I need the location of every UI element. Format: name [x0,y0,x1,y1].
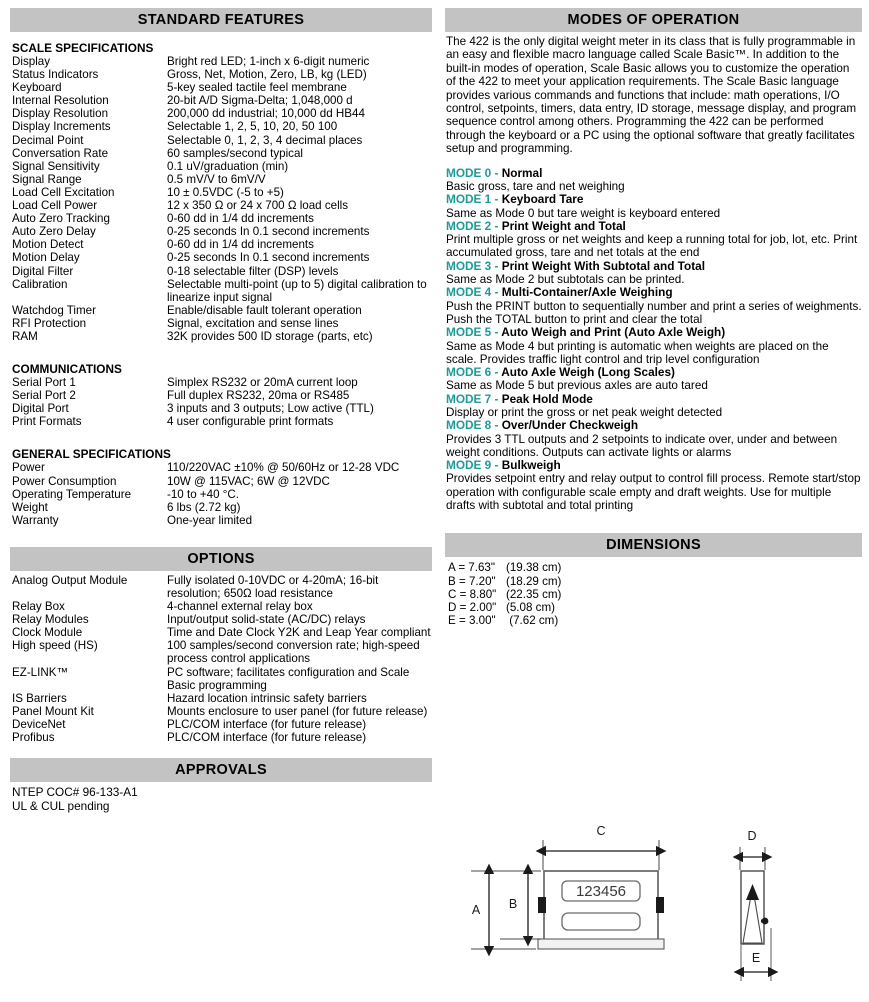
spec-value: 3 inputs and 3 outputs; Low active (TTL) [167,402,374,416]
dimension-row [448,601,869,614]
spec-label: Relay Box [12,600,65,614]
spec-value: Full duplex RS232, 20ma or RS485 [167,389,350,403]
spec-row [12,705,434,718]
spec-row [12,488,434,501]
dimension-metric: (5.08 cm) [506,600,555,614]
subsection-general-specifications: GENERAL SPECIFICATIONS [12,447,171,462]
spec-label: Print Formats [12,415,82,429]
mode-heading [446,459,862,472]
spec-label: Conversation Rate [12,146,109,160]
spec-label: Calibration [12,277,68,291]
dimension-code: A = 7.63" [448,561,495,575]
spec-value: Selectable multi-point (up to 5) digital calibration to linearize input signal [167,277,427,304]
mode-description: Provides setpoint entry and relay output to control fill process. Remote start/stop operation with configurable scale empty and draft weights. Use for multiple drafts with subtotal and total printing [446,472,861,513]
spec-label: Motion Detect [12,238,84,252]
dimension-metric: (18.29 cm) [506,574,562,588]
display-readout: 123456 [575,883,627,900]
approvals-list [12,786,440,813]
spec-row [12,68,434,81]
approval-item: NTEP COC# 96-133-A1 [12,785,138,800]
spec-label: Internal Resolution [12,94,109,108]
spec-row [12,731,434,744]
spec-value: 110/220VAC ±10% @ 50/60Hz or 12-28 VDC [167,461,400,475]
spec-value: 0.1 uV/graduation (min) [167,159,289,173]
spec-row [12,186,434,199]
mode-name: Normal [501,165,543,180]
spec-value: 100 samples/second conversion rate; high-speed process control applications [167,639,420,666]
spec-row [12,251,434,264]
mode-heading [446,286,862,299]
mode-heading [446,419,862,432]
mode-heading [446,393,862,406]
options-table [12,574,434,744]
mode-dash: - [491,192,502,207]
section-header-approvals: APPROVALS [10,758,432,782]
spec-label: EZ-LINK™ [12,665,69,679]
mode-name: Auto Weigh and Print (Auto Axle Weigh) [501,325,726,340]
mode-dash: - [491,418,502,433]
spec-row [12,278,434,304]
spec-value: Selectable 0, 1, 2, 3, 4 decimal places [167,133,363,147]
spec-value: 60 samples/second typical [167,146,303,160]
mode-name: Multi-Container/Axle Weighing [501,285,673,300]
spec-label: RAM [12,329,38,343]
mode-heading [446,326,862,339]
spec-label: Power [12,461,45,475]
spec-value: 12 x 350 Ω or 24 x 700 Ω load cells [167,199,349,213]
spec-label: Profibus [12,731,55,745]
spec-row [12,212,434,225]
subsection-communications: COMMUNICATIONS [12,362,122,377]
dimensions-list [448,561,869,627]
left-column [0,0,440,813]
spec-row [12,692,434,705]
spec-label: Auto Zero Tracking [12,212,110,226]
spec-row [12,160,434,173]
spec-row [12,265,434,278]
spec-value: PLC/COM interface (for future release) [167,717,367,731]
spec-value: Selectable 1, 2, 5, 10, 20, 50 100 [167,120,338,134]
spec-label: Signal Sensitivity [12,159,100,173]
mode-description: Same as Mode 0 but tare weight is keyboard entered [446,206,721,220]
mode-dash: - [491,391,502,406]
mode-dash: - [491,165,502,180]
approval-item: UL & CUL pending [12,798,110,813]
spec-row [12,330,434,343]
dimension-code: D = 2.00" [448,600,497,614]
mode-dash: - [491,325,502,340]
spec-label: Load Cell Power [12,199,98,213]
dimension-code: B = 7.20" [448,574,496,588]
mode-dash: - [491,285,502,300]
mode-description: Same as Mode 4 but printing is automatic when weights are placed on the scale. Provides traffic light control and trip level configuration [446,339,829,366]
spec-row [12,94,434,107]
spec-value: 200,000 dd industrial; 10,000 dd HB44 [167,107,365,121]
mode-dash: - [491,365,502,380]
spec-label: Panel Mount Kit [12,704,94,718]
spec-value: -10 to +40 °C. [167,487,239,501]
spec-label: Motion Delay [12,251,80,265]
spec-row [12,501,434,514]
drawing-svg [440,818,869,999]
mode-name: Over/Under Checkweigh [501,418,639,433]
spec-label: Warranty [12,513,59,527]
mode-description: Same as Mode 2 but subtotals can be printed. [446,273,685,287]
spec-value: Signal, excitation and sense lines [167,316,339,330]
spec-label: Auto Zero Delay [12,225,96,239]
spec-label: Display [12,55,51,68]
dim-label-d: D [747,829,757,843]
spec-row [12,718,434,731]
section-header-options: OPTIONS [10,547,432,571]
spec-value: Bright red LED; 1-inch x 6-digit numeric [167,55,370,68]
mode-name: Print Weight With Subtotal and Total [501,258,705,273]
spec-label: Signal Range [12,172,82,186]
mode-name: Keyboard Tare [501,192,584,207]
mode-heading [446,366,862,379]
spec-row [12,147,434,160]
spec-row [12,402,434,415]
mode-number: MODE 4 [446,285,492,300]
spec-value: Hazard location intrinsic safety barriers [167,691,367,705]
right-column [440,0,869,627]
spec-row [12,134,434,147]
mode-heading [446,260,862,273]
dimension-code: C = 8.80" [448,587,497,601]
mode-number: MODE 6 [446,365,492,380]
spec-row [12,317,434,330]
spec-row [12,415,434,428]
dimension-metric: (7.62 cm) [506,614,559,628]
mode-description: Same as Mode 5 but previous axles are auto tared [446,379,708,393]
spec-row [12,514,434,527]
spec-value: Simplex RS232 or 20mA current loop [167,376,358,390]
spec-row [12,107,434,120]
section-header-standard-features: STANDARD FEATURES [10,8,432,32]
spec-label: Power Consumption [12,474,117,488]
dimension-drawing [440,818,869,999]
section-header-dimensions: DIMENSIONS [445,533,862,557]
spec-label: Serial Port 2 [12,389,76,403]
mode-dash: - [491,258,502,273]
dim-label-a: A [471,903,481,917]
spec-row [12,238,434,251]
spec-label: Digital Filter [12,264,74,278]
spec-label: Relay Modules [12,613,89,627]
mode-heading [446,220,862,233]
spec-value: 0-25 seconds In 0.1 second increments [167,225,370,239]
spec-value: 10 ± 0.5VDC (-5 to +5) [167,185,284,199]
spec-row [12,574,434,600]
spec-label: Digital Port [12,402,69,416]
spec-label: Load Cell Excitation [12,185,115,199]
spec-value: Enable/disable fault tolerant operation [167,303,362,317]
spec-value: 0-60 dd in 1/4 dd increments [167,212,314,226]
dimension-metric: (22.35 cm) [506,587,562,601]
spec-row [12,304,434,317]
mode-number: MODE 1 [446,192,492,207]
spec-label: Analog Output Module [12,573,128,587]
dim-label-c: C [596,824,606,838]
spec-value: 20-bit A/D Sigma-Delta; 1,048,000 d [167,94,353,108]
spec-row [12,376,434,389]
mode-number: MODE 3 [446,258,492,273]
spec-value: 10W @ 115VAC; 6W @ 12VDC [167,474,330,488]
spec-value: 32K provides 500 ID storage (parts, etc) [167,329,373,343]
spec-label: Serial Port 1 [12,376,76,390]
dimension-row [448,614,869,627]
spec-value: Mounts enclosure to user panel (for future release) [167,704,428,718]
mode-name: Peak Hold Mode [501,391,593,406]
modes-intro-paragraph: The 422 is the only digital weight meter in its class that is fully programmable in an easy and flexible macro language called Scale Basic™. In addition to the built-in modes of operation, Scale Basic allows you to customize the operation of the 422 to meet your application requirements. The Scale Basic language provides various commands and functions that include: math operations, I/O control, setpoints, timers, data entry, ID storage, message display, and program sequence control among others. Programming the 422 can be performed through the keyboard or a PC using the optional software that greatly facilitates setup and programming. [446,35,857,156]
spec-label: Status Indicators [12,68,99,82]
spec-label: Clock Module [12,626,83,640]
mode-name: Print Weight and Total [501,218,626,233]
spec-label: Display Increments [12,120,111,134]
spec-value: One-year limited [167,513,253,527]
spec-row [12,475,434,488]
mode-heading [446,193,862,206]
mode-dash: - [491,218,502,233]
spec-row [12,199,434,212]
spec-label: DeviceNet [12,717,66,731]
dimension-row [448,588,869,601]
spec-label: IS Barriers [12,691,67,705]
spec-row [12,55,434,68]
mode-description: Push the PRINT button to sequentially number and print a series of weighments. Push the TOTAL button to print and clear the total [446,299,862,326]
spec-value: 4 user configurable print formats [167,415,334,429]
mode-name: Bulkweigh [501,458,561,473]
mode-number: MODE 9 [446,458,492,473]
spec-value: 0-25 seconds In 0.1 second increments [167,251,370,265]
communications-table [12,376,434,428]
spec-row [12,120,434,133]
spec-value: 0-60 dd in 1/4 dd increments [167,238,314,252]
spec-value: PC software; facilitates configuration and Scale Basic programming [167,665,410,692]
section-header-modes-of-operation: MODES OF OPERATION [445,8,862,32]
spec-label: Decimal Point [12,133,84,147]
mode-number: MODE 0 [446,165,492,180]
mode-description: Provides 3 TTL outputs and 2 setpoints to indicate over, under and between weight conditions. Outputs can activate lights or alarms [446,432,838,459]
spec-value: 0-18 selectable filter (DSP) levels [167,264,339,278]
spec-value: PLC/COM interface (for future release) [167,731,367,745]
spec-value: 6 lbs (2.72 kg) [167,500,241,514]
spec-value: Gross, Net, Motion, Zero, LB, kg (LED) [167,68,367,82]
spec-row [12,626,434,639]
spec-value: Time and Date Clock Y2K and Leap Year compliant [167,626,431,640]
scale-specifications-table [12,55,434,343]
spec-row [12,613,434,626]
spec-row [12,666,434,692]
spec-value: 4-channel external relay box [167,600,313,614]
spec-row [12,461,434,474]
spec-label: High speed (HS) [12,639,98,653]
mode-description: Display or print the gross or net peak weight detected [446,406,723,419]
spec-value: Input/output solid-state (AC/DC) relays [167,613,366,627]
spec-label: Weight [12,500,48,514]
spec-label: Keyboard [12,81,62,95]
mode-number: MODE 5 [446,325,492,340]
spec-row [12,81,434,94]
spec-label: Display Resolution [12,107,109,121]
general-specifications-table [12,461,434,526]
spec-row [12,600,434,613]
spec-value: Fully isolated 0-10VDC or 4-20mA; 16-bit resolution; 650Ω load resistance [167,573,379,600]
mode-description: Print multiple gross or net weights and keep a running total for job, lot, etc. Print accumulated gross, tare and net totals at the end [446,233,858,260]
dimension-code: E = 3.00" [448,614,496,628]
mode-dash: - [491,458,502,473]
spec-value: 5-key sealed tactile feel membrane [167,81,347,95]
spec-label: Operating Temperature [12,487,132,501]
dimension-row [448,561,869,574]
dim-label-b: B [508,897,518,911]
spec-row [12,225,434,238]
dimension-row [448,575,869,588]
mode-number: MODE 7 [446,391,492,406]
mode-heading [446,167,862,180]
spec-row [12,389,434,402]
mode-number: MODE 8 [446,418,492,433]
spec-value: 0.5 mV/V to 6mV/V [167,172,266,186]
mode-number: MODE 2 [446,218,492,233]
spec-row [12,639,434,665]
spec-label: Watchdog Timer [12,303,96,317]
subsection-scale-specifications: SCALE SPECIFICATIONS [12,41,154,55]
spec-row [12,173,434,186]
spec-label: RFI Protection [12,316,87,330]
dim-label-e: E [751,951,761,965]
dimension-metric: (19.38 cm) [506,561,562,575]
modes-list [446,167,862,513]
mode-name: Auto Axle Weigh (Long Scales) [501,365,675,380]
mode-description: Basic gross, tare and net weighing [446,179,625,193]
